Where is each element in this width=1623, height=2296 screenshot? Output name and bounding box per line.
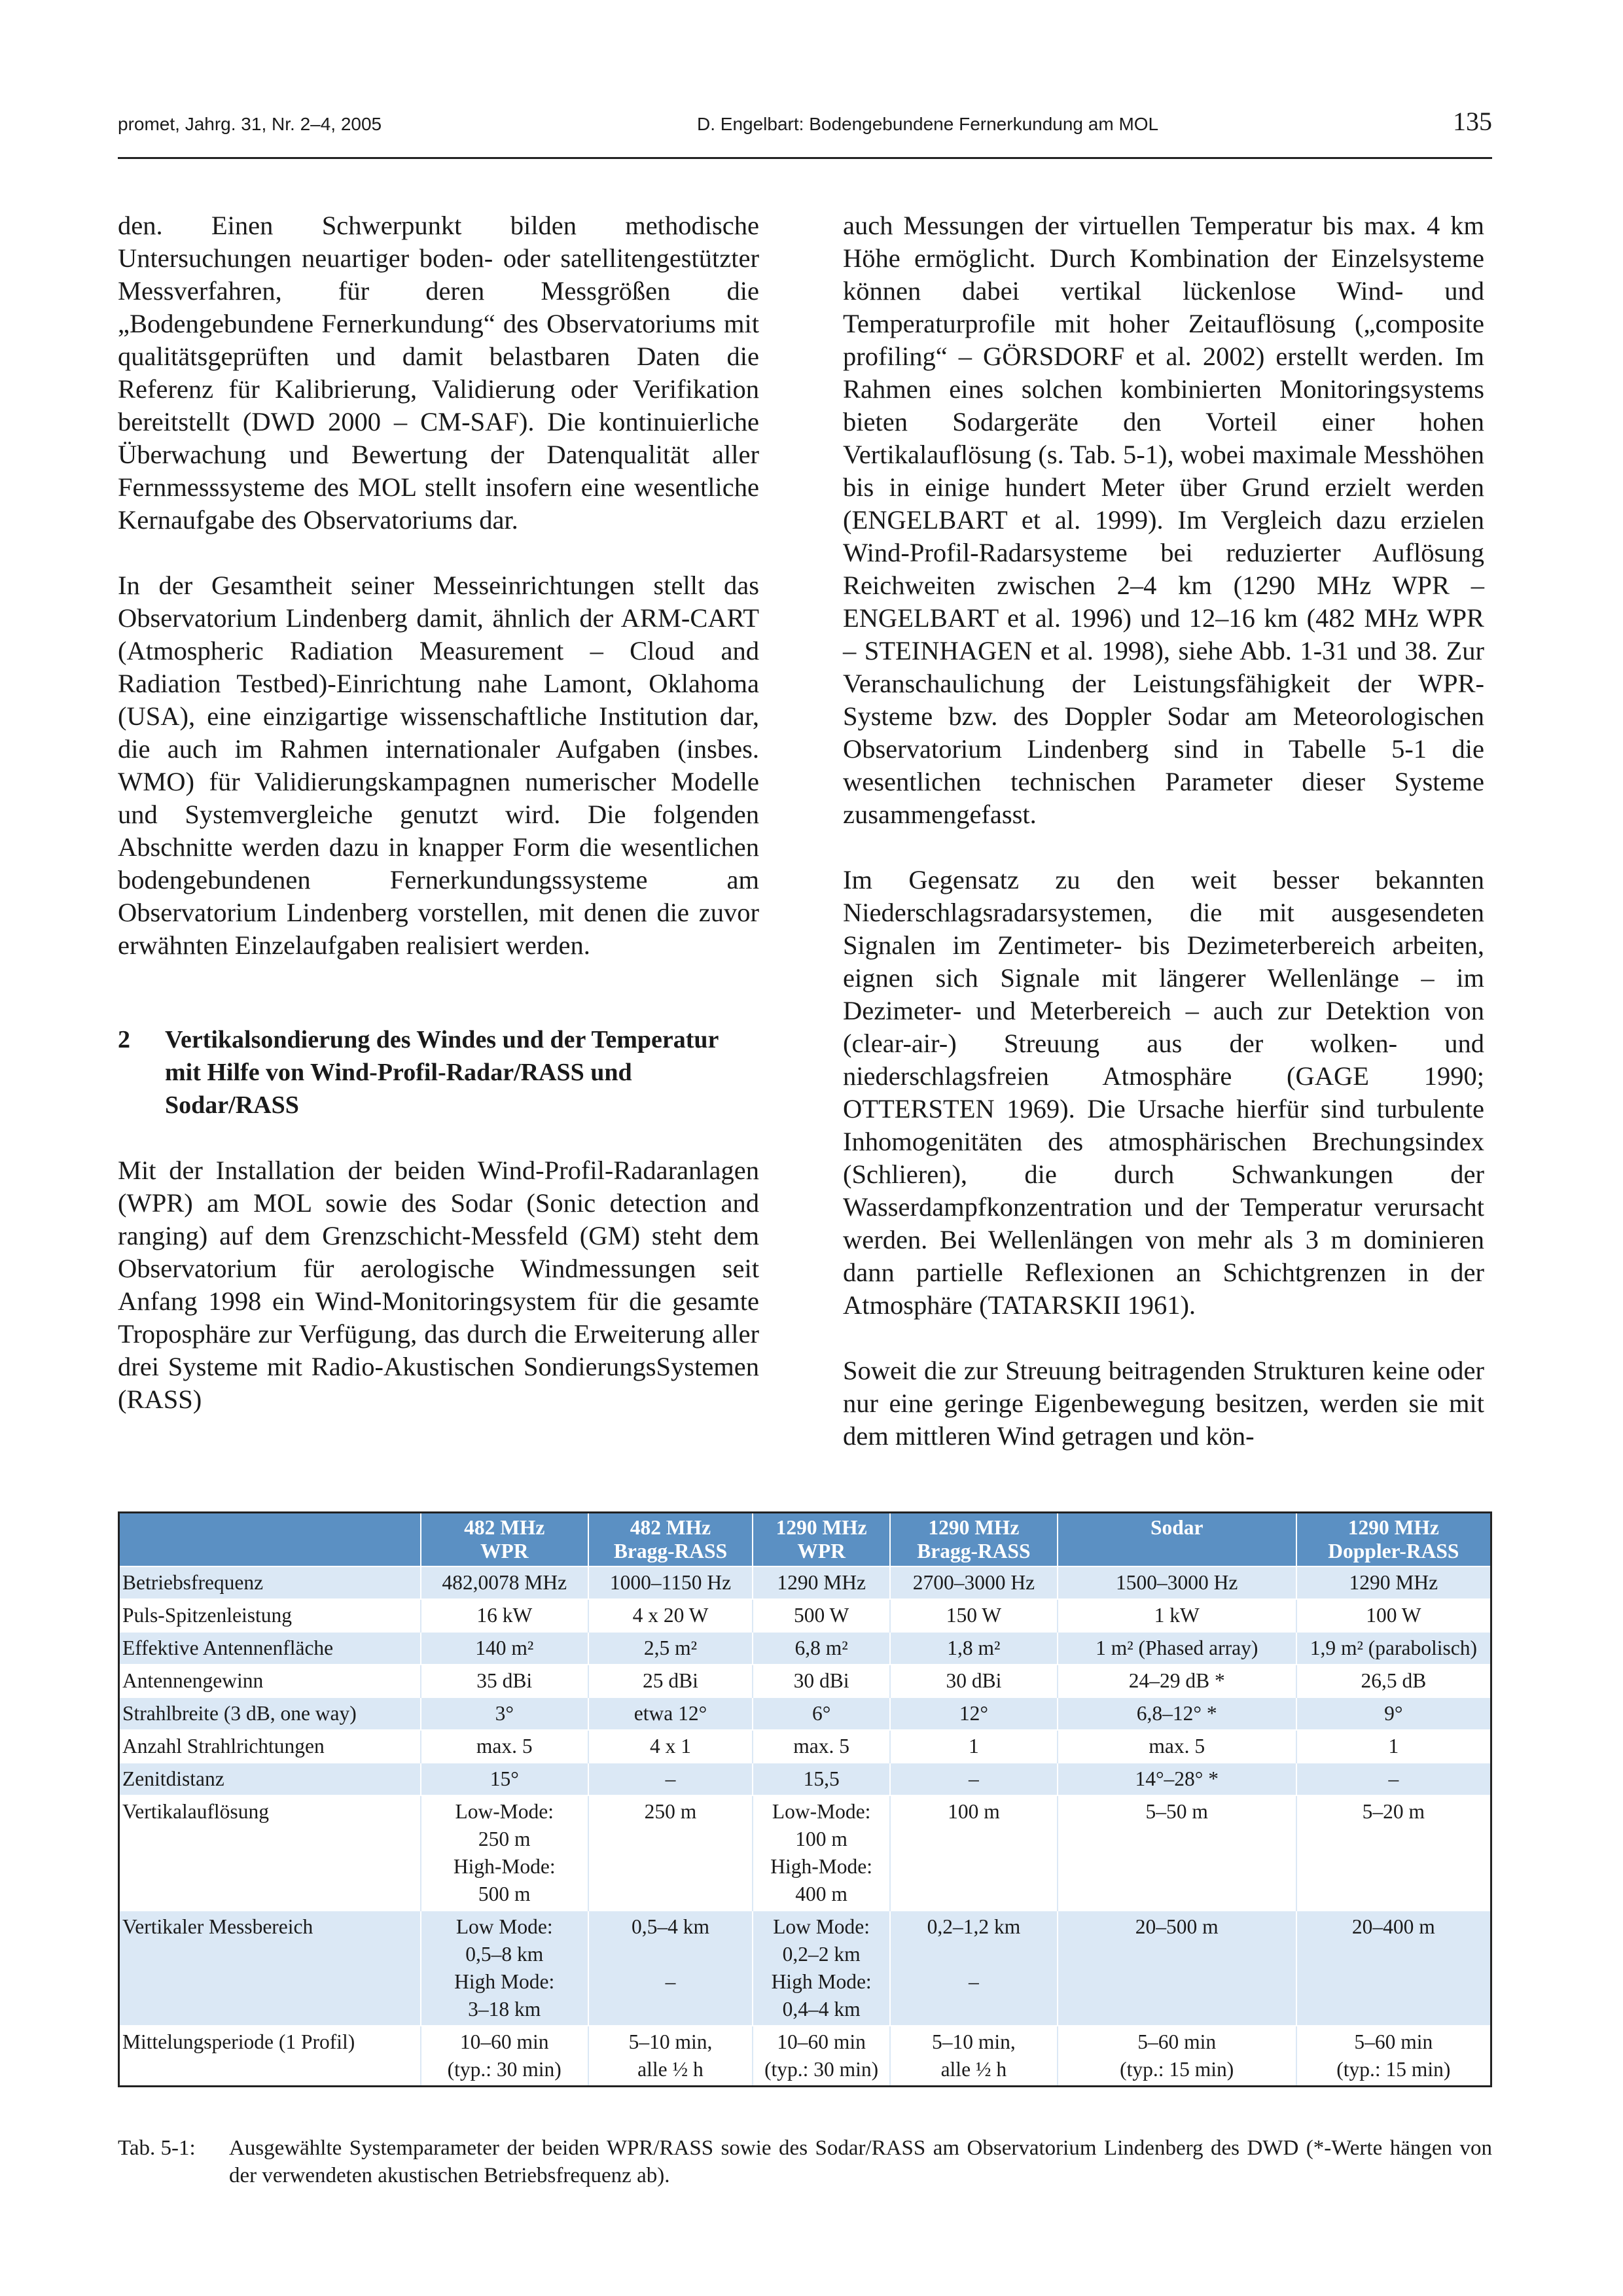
table-body (119, 1566, 1491, 2087)
row-label-cell: Vertikalauflösung (119, 1795, 421, 1911)
table-cell: 150 W (890, 1599, 1058, 1632)
table-cell: 1 kW (1058, 1599, 1296, 1632)
table-cell: 12° (890, 1697, 1058, 1730)
table-cell: 20–400 m (1296, 1911, 1491, 2026)
table-cell: 1 (1296, 1730, 1491, 1763)
table-cell: 6° (753, 1697, 890, 1730)
table-cell: 2,5 m² (588, 1632, 753, 1665)
table-cell: 1290 MHz (753, 1566, 890, 1599)
row-label-cell: Anzahl Strahlrichtungen (119, 1730, 421, 1763)
column-header-line: WPR (797, 1540, 846, 1563)
right-column (843, 209, 1484, 1453)
row-label-cell: Strahlbreite (3 dB, one way) (119, 1697, 421, 1730)
table-cell: 30 dBi (890, 1665, 1058, 1697)
table-cell: 0,2–1,2 km – (890, 1911, 1058, 2026)
table-cell: 15° (421, 1763, 588, 1795)
table-cell: 100 W (1296, 1599, 1491, 1632)
table-cell: 1500–3000 Hz (1058, 1566, 1296, 1599)
column-header-line: Sodar (1150, 1516, 1204, 1539)
table-row (119, 1763, 1491, 1795)
table-row (119, 1665, 1491, 1697)
table-cell: 35 dBi (421, 1665, 588, 1697)
table-cell: 1 m² (Phased array) (1058, 1632, 1296, 1665)
table-cell: 6,8–12° * (1058, 1697, 1296, 1730)
caption-label: Tab. 5-1: (118, 2136, 196, 2160)
table-header-row (119, 1513, 1491, 1567)
column-header (588, 1513, 753, 1567)
table-cell: etwa 12° (588, 1697, 753, 1730)
paragraph: Mit der Installation der beiden Wind-Profil-Radaranlagen (WPR) am MOL sowie des Sodar (Sonic detection and ranging) auf dem Grenzschicht-Messfeld (GM) steht dem Observatorium für aerologische Windmessungen seit Anfang 1998 ein Wind-Monitoringsystem für die gesamte Troposphäre zur Verfügung, das durch die Erweiterung aller drei Systeme mit Radio-Akustischen SondierungsSystemen (RASS) (118, 1156, 759, 1414)
system-parameter-table (118, 1511, 1492, 2087)
table-cell: 1290 MHz (1296, 1566, 1491, 1599)
journal-citation: promet, Jahrg. 31, Nr. 2–4, 2005 (118, 114, 382, 134)
table-cell: 9° (1296, 1697, 1491, 1730)
table-cell: 20–500 m (1058, 1911, 1296, 2026)
paragraph: Im Gegensatz zu den weit besser bekannten Niederschlagsradarsystemen, die mit ausgesendeten Signalen im Zentimeter- bis Dezimeterbereich arbeiten, eignen sich Signale mit längerer Wellenlänge – im Dezimeter- und Meterbereich – auch zur Detektion von (clear-air-) Streuung aus der wolken- und niederschlagsfreien Atmosphäre (GAGE 1990; OTTERSTEN 1969). Die Ursache hierfür sind turbulente Inhomogenitäten des atmosphärischen Brechungsindex (Schlieren), die durch Schwankungen der Wasserdampfkonzentration und der Temperatur verursacht werden. Bei Wellenlängen von mehr als 3 m dominieren dann partielle Reflexionen an Schichtgrenzen in der Atmosphäre (TATARSKII 1961). (843, 865, 1484, 1320)
table-cell: Low-Mode: 100 m High-Mode: 400 m (753, 1795, 890, 1911)
table-cell: 30 dBi (753, 1665, 890, 1697)
table-row (119, 1697, 1491, 1730)
table-cell: 24–29 dB * (1058, 1665, 1296, 1697)
column-header (421, 1513, 588, 1567)
table-cell: 16 kW (421, 1599, 588, 1632)
table-cell: 5–10 min, alle ½ h (890, 2026, 1058, 2087)
column-header-line: Bragg-RASS (613, 1540, 728, 1563)
row-label-cell: Zenitdistanz (119, 1763, 421, 1795)
column-header-line: Doppler-RASS (1328, 1540, 1459, 1563)
table-cell: Low Mode: 0,2–2 km High Mode: 0,4–4 km (753, 1911, 890, 2026)
table-cell: 1 (890, 1730, 1058, 1763)
table-cell: 5–60 min (typ.: 15 min) (1296, 2026, 1491, 2087)
column-header (119, 1513, 421, 1567)
table-cell: 10–60 min (typ.: 30 min) (753, 2026, 890, 2087)
section-number: 2 (118, 1026, 130, 1053)
table-cell: 140 m² (421, 1632, 588, 1665)
table-cell: 5–50 m (1058, 1795, 1296, 1911)
column-header-line: 1290 MHz (928, 1516, 1020, 1539)
table-cell: 15,5 (753, 1763, 890, 1795)
table-row (119, 2026, 1491, 2087)
column-header-line: Bragg-RASS (917, 1540, 1031, 1563)
table-row (119, 1632, 1491, 1665)
column-header-line: 482 MHz (464, 1516, 545, 1539)
table-cell: 14°–28° * (1058, 1763, 1296, 1795)
running-title: D. Engelbart: Bodengebundene Fernerkundung am MOL (697, 114, 1159, 134)
table-caption (118, 2134, 1492, 2189)
table-row (119, 1599, 1491, 1632)
table-cell: – (1296, 1763, 1491, 1795)
parameter-table-wrapper (118, 1511, 1492, 2087)
table-cell: 2700–3000 Hz (890, 1566, 1058, 1599)
table-cell: 10–60 min (typ.: 30 min) (421, 2026, 588, 2087)
section-title: Vertikalsondierung des Windes und der Temperatur mit Hilfe von Wind-Profil-Radar/RASS und Sodar/RASS (165, 1026, 719, 1119)
table-cell: – (588, 1763, 753, 1795)
column-header (1296, 1513, 1491, 1567)
row-label-cell: Vertikaler Messbereich (119, 1911, 421, 2026)
table-cell: 1,8 m² (890, 1632, 1058, 1665)
row-label-cell: Betriebsfrequenz (119, 1566, 421, 1599)
column-header-line: 482 MHz (630, 1516, 711, 1539)
row-label-cell: Puls-Spitzenleistung (119, 1599, 421, 1632)
table-cell: 1000–1150 Hz (588, 1566, 753, 1599)
row-label-cell: Mittelungsperiode (1 Profil) (119, 2026, 421, 2087)
caption-text: Ausgewählte Systemparameter der beiden WPR/RASS sowie des Sodar/RASS am Observatorium Lindenberg des DWD (*-Werte hängen von der verwendeten akustischen Betriebsfrequenz ab). (229, 2136, 1492, 2187)
column-header-line: WPR (480, 1540, 529, 1563)
table-cell: 100 m (890, 1795, 1058, 1911)
table-cell: Low Mode: 0,5–8 km High Mode: 3–18 km (421, 1911, 588, 2026)
paragraph: Soweit die zur Streuung beitragenden Strukturen keine oder nur eine geringe Eigenbewegung besitzen, werden sie mit dem mittleren Wind getragen und kön- (843, 1356, 1484, 1451)
table-row (119, 1795, 1491, 1911)
table-cell: 4 x 1 (588, 1730, 753, 1763)
table-cell: 482,0078 MHz (421, 1566, 588, 1599)
column-header-line: 1290 MHz (776, 1516, 867, 1539)
paragraph: auch Messungen der virtuellen Temperatur bis max. 4 km Höhe ermöglicht. Durch Kombination der Einzelsysteme können dabei vertikal lückenlose Wind- und Temperaturprofile mit hoher Zeitauflösung („composite profiling“ – GÖRSDORF et al. 2002) erstellt werden. Im Rahmen eines solchen kombinierten Monitoringsystems bieten Sodargeräte den Vorteil einer hohen Vertikalauflösung (s. Tab. 5-1), wobei maximale Messhöhen bis in einige hundert Meter über Grund erzielt werden (ENGELBART et al. 1999). Im Vergleich dazu erzielen Wind-Profil-Radarsysteme bei reduzierter Auflösung Reichweiten zwischen 2–4 km (1290 MHz WPR – ENGELBART et al. 1996) und 12–16 km (482 MHz WPR – STEINHAGEN et al. 1998), siehe Abb. 1-31 und 38. Zur Veranschaulichung der Leistungsfähigkeit der WPR-Systeme bzw. des Doppler Sodar am Meteorologischen Observatorium Lindenberg sind in Tabelle 5-1 die wesentlichen technischen Parameter dieser Systeme zusammengefasst. (843, 211, 1484, 829)
table-cell: 1,9 m² (parabolisch) (1296, 1632, 1491, 1665)
table-cell: 26,5 dB (1296, 1665, 1491, 1697)
page-header (118, 105, 1492, 159)
table-cell: 5–20 m (1296, 1795, 1491, 1911)
column-header (1058, 1513, 1296, 1567)
table-row (119, 1730, 1491, 1763)
section-heading (118, 1023, 759, 1122)
table-cell: 25 dBi (588, 1665, 753, 1697)
table-cell: 250 m (588, 1795, 753, 1911)
table-cell: – (890, 1763, 1058, 1795)
table-cell: max. 5 (421, 1730, 588, 1763)
table-cell: max. 5 (1058, 1730, 1296, 1763)
table-cell: 4 x 20 W (588, 1599, 753, 1632)
paragraph: den. Einen Schwerpunkt bilden methodische Untersuchungen neuartiger boden- oder satellitengestützter Messverfahren, für deren Messgrößen die „Bodengebundene Fernerkundung“ des Observatoriums mit qualitätsgeprüften und damit belastbaren Daten die Referenz für Kalibrierung, Validierung oder Verifikation bereitstellt (DWD 2000 – CM-SAF). Die kontinuierliche Überwachung und Bewertung der Datenqualität aller Fernmesssysteme des MOL stellt insofern eine wesentliche Kernaufgabe des Observatoriums dar. (118, 211, 759, 535)
column-header-line: 1290 MHz (1347, 1516, 1439, 1539)
column-header (890, 1513, 1058, 1567)
row-label-cell: Antennengewinn (119, 1665, 421, 1697)
table-cell: 5–10 min, alle ½ h (588, 2026, 753, 2087)
table-cell: 0,5–4 km – (588, 1911, 753, 2026)
page-number: 135 (1453, 107, 1492, 136)
table-cell: Low-Mode: 250 m High-Mode: 500 m (421, 1795, 588, 1911)
table-cell: 3° (421, 1697, 588, 1730)
row-label-cell: Effektive Antennenfläche (119, 1632, 421, 1665)
table-cell: 6,8 m² (753, 1632, 890, 1665)
left-column (118, 209, 759, 1416)
table-row (119, 1566, 1491, 1599)
paragraph: In der Gesamtheit seiner Messeinrichtungen stellt das Observatorium Lindenberg damit, ähnlich der ARM-CART (Atmospheric Radiation Measurement – Cloud and Radiation Testbed)-Einrichtung nahe Lamont, Oklahoma (USA), eine einzigartige wissenschaftliche Institution dar, die auch im Rahmen internationaler Aufgaben (insbes. WMO) für Validierungskampagnen numerischer Modelle und Systemvergleiche genutzt wird. Die folgenden Abschnitte werden dazu in knapper Form die wesentlichen bodengebundenen Fernerkundungssysteme am Observatorium Lindenberg vorstellen, mit denen die zuvor erwähnten Einzelaufgaben realisiert werden. (118, 571, 759, 960)
column-header (753, 1513, 890, 1567)
table-row (119, 1911, 1491, 2026)
table-cell: 500 W (753, 1599, 890, 1632)
table-cell: max. 5 (753, 1730, 890, 1763)
table-cell: 5–60 min (typ.: 15 min) (1058, 2026, 1296, 2087)
